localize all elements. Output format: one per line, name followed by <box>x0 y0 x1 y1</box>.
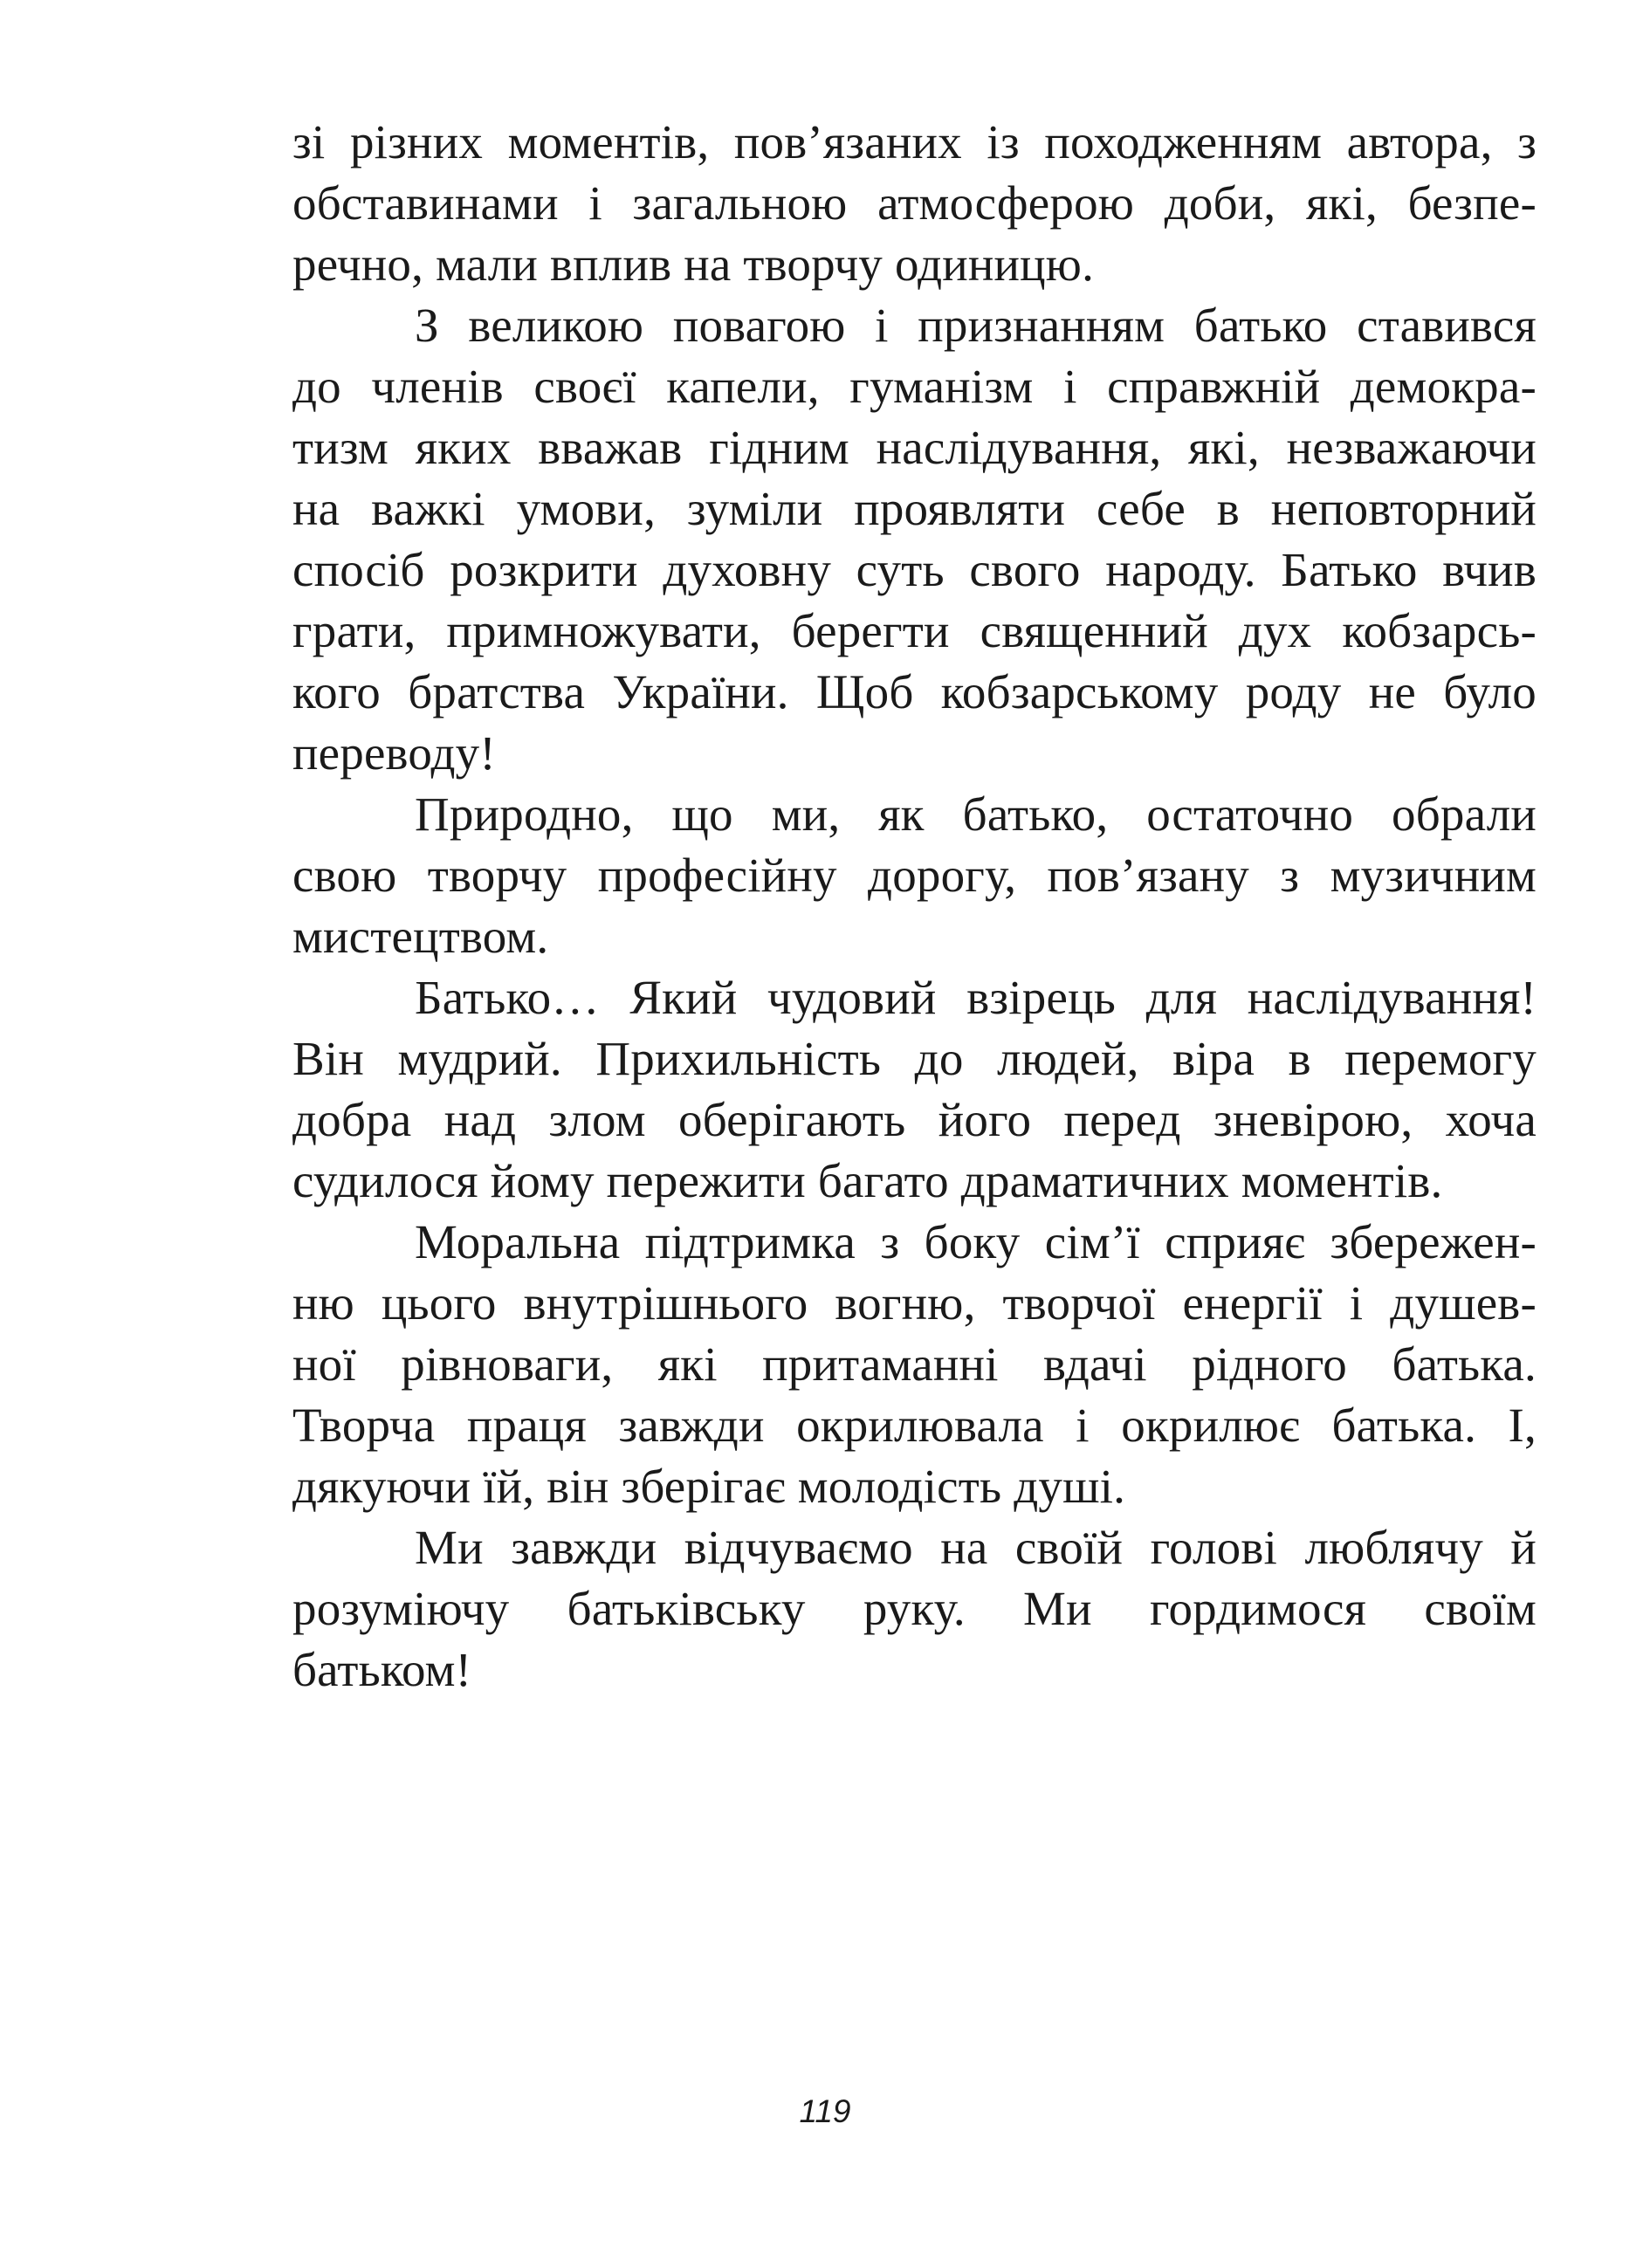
text-line: Батько… Який чудовий взірець для наслідування! <box>415 971 1537 1024</box>
text-line: дякуючи їй, він зберігає молодість душі. <box>292 1460 1126 1513</box>
text-line: спосіб розкрити духовну суть свого народу. Батько вчив <box>292 543 1537 596</box>
text-line: до членів своєї капели, гуманізм і справжній демокра- <box>292 360 1537 413</box>
text-line: грати, примножувати, берегти священний дух кобзарсь- <box>292 604 1537 657</box>
text-line: речно, мали вплив на творчу одиницю. <box>292 237 1095 291</box>
text-line: судилося йому пережити багато драматичних моментів. <box>292 1154 1443 1207</box>
paragraph <box>292 784 1537 967</box>
text-line: Природно, що ми, як батько, остаточно обрали <box>415 787 1537 841</box>
text-line: Він мудрий. Прихильність до людей, віра в перемогу <box>292 1032 1537 1085</box>
text-line: обставинами і загальною атмосферою доби, які, безпе- <box>292 176 1537 230</box>
text-line: Ми завжди відчуваємо на своїй голові люблячу й <box>415 1521 1537 1574</box>
text-line: добра над злом оберігають його перед зневірою, хоча <box>292 1093 1537 1146</box>
text-line: Моральна підтримка з боку сім’ї сприяє збережен- <box>415 1215 1537 1268</box>
text-line: ню цього внутрішнього вогню, творчої енергії і душев- <box>292 1276 1537 1330</box>
text-line: розуміючу батьківську руку. Ми гордимося своїм <box>292 1582 1537 1635</box>
text-line: кого братства України. Щоб кобзарському роду не було <box>292 665 1537 718</box>
text-line: мистецтвом. <box>292 910 549 963</box>
paragraph <box>292 112 1537 295</box>
body-text <box>292 112 1537 1701</box>
text-line: З великою повагою і признанням батько ставився <box>415 299 1537 352</box>
paragraph <box>292 967 1537 1212</box>
text-line: свою творчу професійну дорогу, пов’язану з музичним <box>292 849 1537 902</box>
paragraph <box>292 295 1537 784</box>
text-line: Творча праця завжди окрилювала і окрилює батька. І, <box>292 1399 1537 1452</box>
text-line: на важкі умови, зуміли проявляти себе в неповторний <box>292 482 1537 535</box>
text-line: ної рівноваги, які притаманні вдачі рідного батька. <box>292 1337 1537 1391</box>
text-line: тизм яких вважав гідним наслідування, які, незважаючи <box>292 421 1537 474</box>
paragraph <box>292 1517 1537 1701</box>
page-number: 119 <box>799 2093 851 2129</box>
paragraph <box>292 1212 1537 1517</box>
text-line: батьком! <box>292 1643 472 1696</box>
text-line: зі різних моментів, пов’язаних із походженням автора, з <box>292 115 1537 168</box>
text-line: переводу! <box>292 726 496 780</box>
